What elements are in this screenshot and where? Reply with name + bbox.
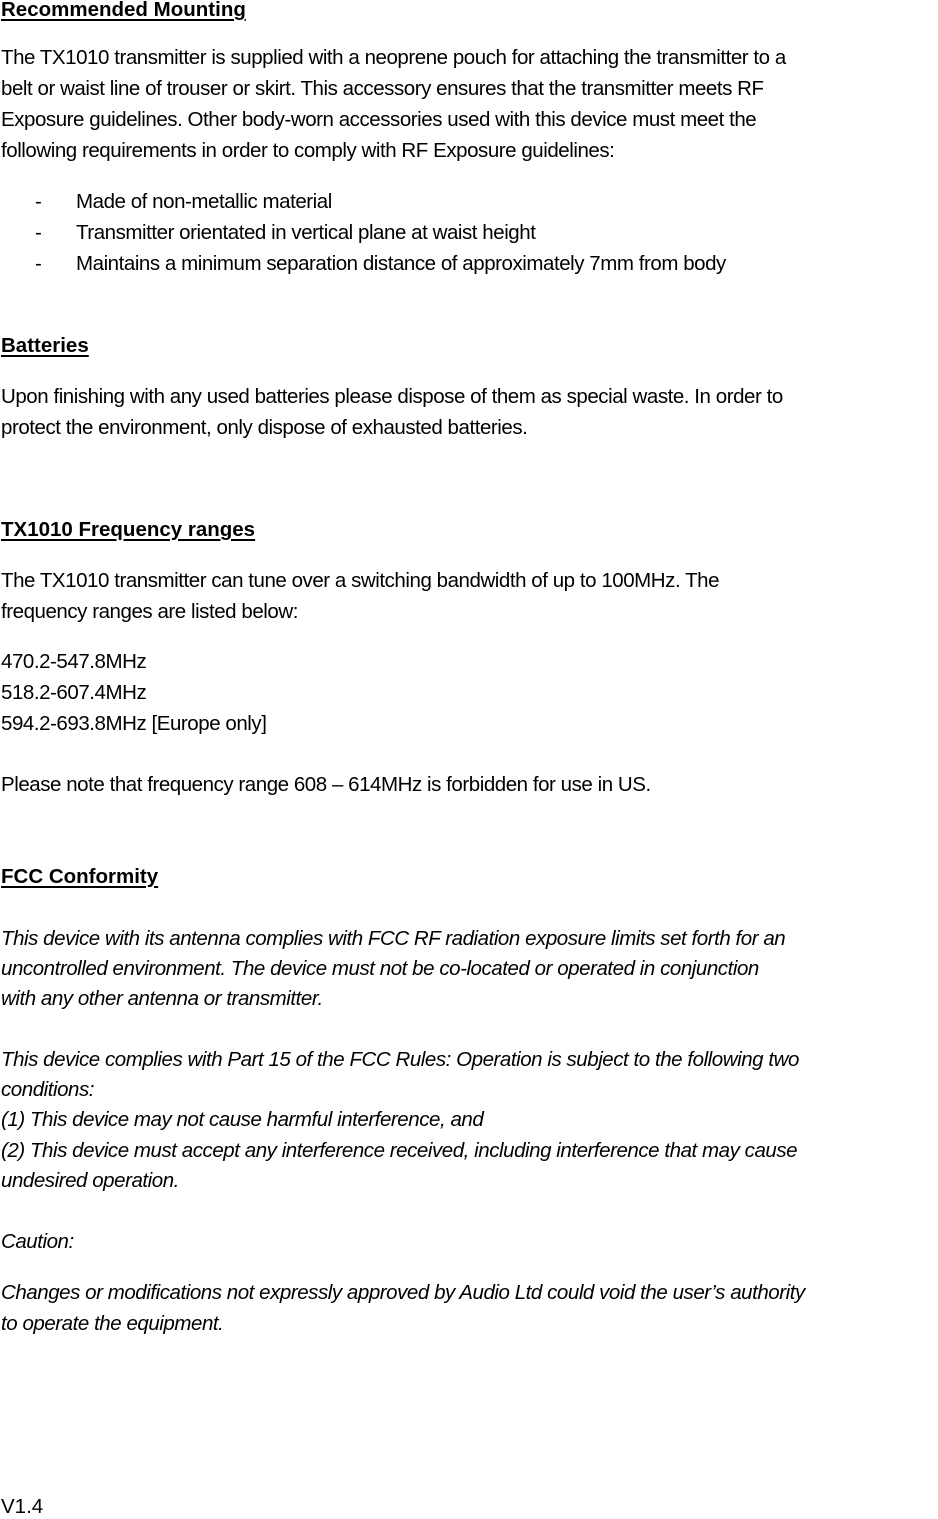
frequency-range: 518.2-607.4MHz bbox=[1, 681, 147, 704]
caution-text-line: to operate the equipment. bbox=[1, 1312, 224, 1335]
mounting-text-line: belt or waist line of trouser or skirt. This accessory ensures that the transmitter meets RF bbox=[1, 77, 764, 100]
fcc-rules-line: (2) This device must accept any interference received, including interference that may cause bbox=[1, 1139, 798, 1162]
fcc-statement-line: uncontrolled environment. The device must not be co-located or operated in conjunction bbox=[1, 957, 759, 980]
batteries-text-line: protect the environment, only dispose of exhausted batteries. bbox=[1, 416, 528, 439]
bullet-text: Made of non-metallic material bbox=[76, 190, 332, 213]
bullet-text: Maintains a minimum separation distance of approximately 7mm from body bbox=[76, 252, 726, 275]
frequency-range: 594.2-693.8MHz [Europe only] bbox=[1, 712, 267, 735]
caution-text-line: Changes or modifications not expressly approved by Audio Ltd could void the user’s authority bbox=[1, 1281, 805, 1304]
frequency-text-line: The TX1010 transmitter can tune over a switching bandwidth of up to 100MHz. The bbox=[1, 569, 720, 592]
frequency-text-line: frequency ranges are listed below: bbox=[1, 600, 298, 623]
mounting-text-line: following requirements in order to comply with RF Exposure guidelines: bbox=[1, 139, 615, 162]
batteries-heading: Batteries bbox=[1, 334, 89, 357]
fcc-rules-line: (1) This device may not cause harmful interference, and bbox=[1, 1108, 484, 1131]
fcc-rules-line: conditions: bbox=[1, 1078, 95, 1101]
bullet-dash: - bbox=[35, 252, 42, 275]
fcc-heading: FCC Conformity bbox=[1, 865, 159, 888]
mounting-heading: Recommended Mounting bbox=[1, 0, 246, 21]
fcc-statement-line: with any other antenna or transmitter. bbox=[1, 987, 323, 1010]
frequency-range: 470.2-547.8MHz bbox=[1, 650, 147, 673]
frequency-heading: TX1010 Frequency ranges bbox=[1, 518, 256, 541]
batteries-text-line: Upon finishing with any used batteries please dispose of them as special waste. In order to bbox=[1, 385, 783, 408]
caution-label: Caution: bbox=[1, 1230, 74, 1253]
bullet-dash: - bbox=[35, 221, 42, 244]
mounting-text-line: The TX1010 transmitter is supplied with a neoprene pouch for attaching the transmitter to a bbox=[1, 46, 786, 69]
fcc-rules-line: undesired operation. bbox=[1, 1169, 179, 1192]
fcc-rules-line: This device complies with Part 15 of the FCC Rules: Operation is subject to the following two bbox=[1, 1048, 799, 1071]
fcc-statement-line: This device with its antenna complies with FCC RF radiation exposure limits set forth for an bbox=[1, 927, 786, 950]
bullet-dash: - bbox=[35, 190, 42, 213]
frequency-note: Please note that frequency range 608 – 614MHz is forbidden for use in US. bbox=[1, 773, 651, 796]
version-label: V1.4 bbox=[1, 1495, 44, 1518]
mounting-text-line: Exposure guidelines. Other body-worn accessories used with this device must meet the bbox=[1, 108, 757, 131]
bullet-text: Transmitter orientated in vertical plane at waist height bbox=[76, 221, 536, 244]
